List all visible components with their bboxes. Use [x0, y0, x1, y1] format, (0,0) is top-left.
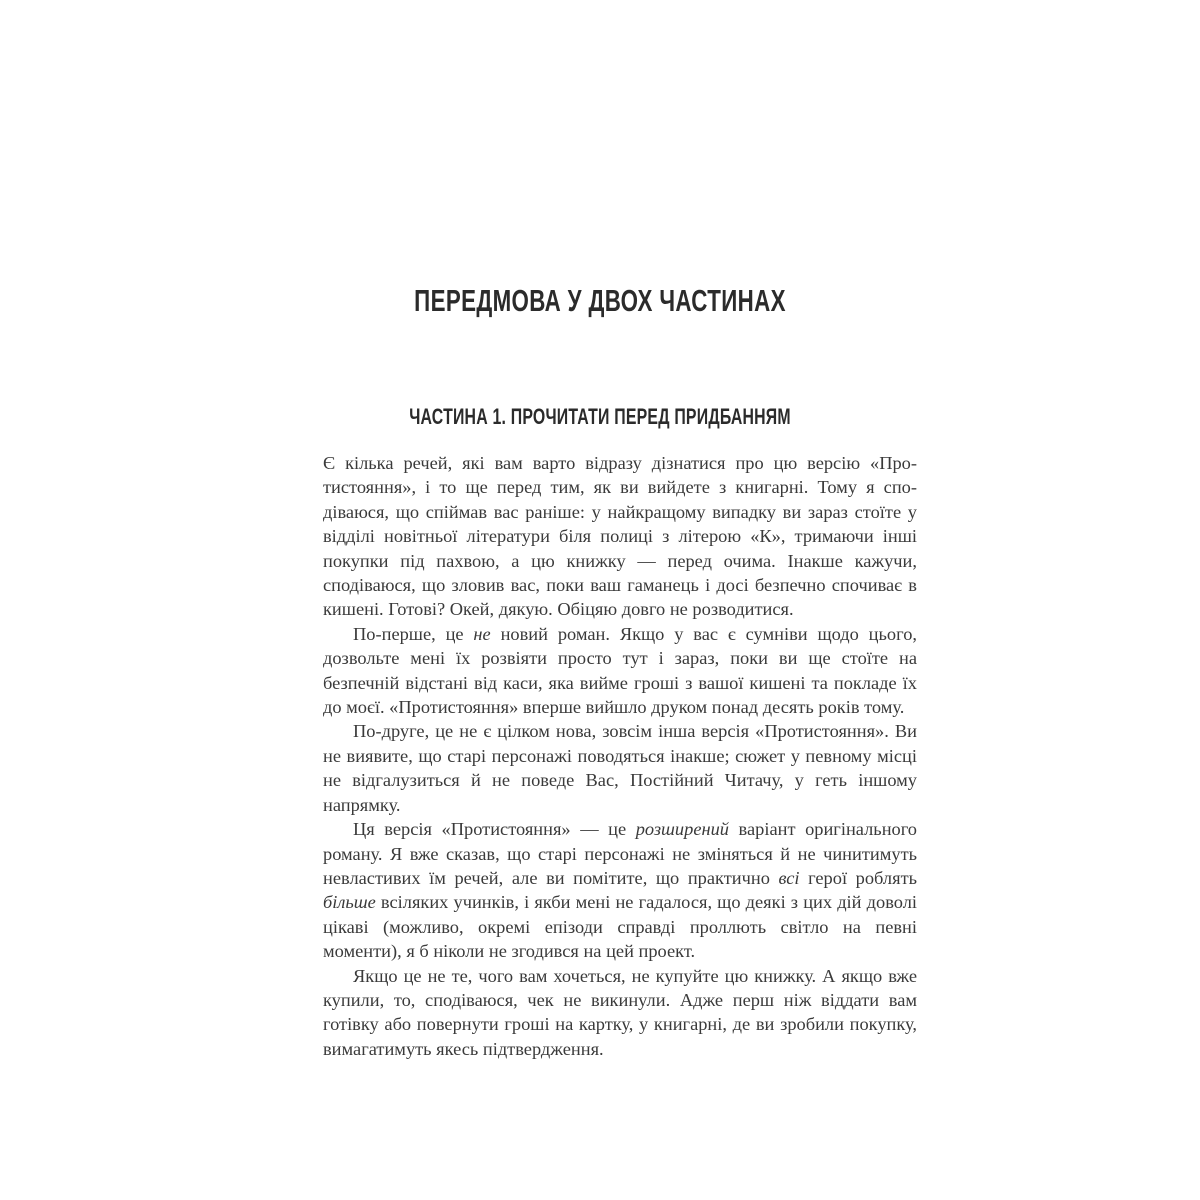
- paragraph-4-emphasis-2: всі: [778, 867, 800, 888]
- paragraph-2: [323, 622, 917, 720]
- preface-body: [323, 451, 917, 1061]
- preface-title: ПЕРЕДМОВА У ДВОХ ЧАСТИНАХ: [414, 283, 786, 318]
- paragraph-4-emphasis-1: розширений: [635, 819, 729, 840]
- paragraph-3: По-друге, це не є цілком нова, зовсім інша версія «Протистояння». Ви не виявите, що старі персонажі поводяться інакше; сюжет у певному місці не відгалузиться й не поведе Вас, Постійний Читачу, у геть іншому напрямку.: [323, 721, 917, 815]
- paragraph-2-text-b: новий роман. Якщо у вас є сумніви щодо цього, дозвольте мені їх розвіяти просто тут і зараз, поки ви ще стоїте на безпечній відстані від каси, яка вийме гроші з вашої кишені та покладе їх до моєї. «Протистояння» вперше вийшло друком понад десять років тому.: [323, 623, 917, 718]
- paragraph-4-text-b: варіант оригінального роману. Я вже сказав, що старі персонажі не зміняться й не чинитимуть невластивих їм речей, але ви помітите, що практично: [323, 819, 918, 888]
- paragraph-2-text-a: По-перше, це: [353, 623, 474, 644]
- paragraph-4-text-a: Ця версія «Протистояння» — це: [353, 819, 636, 840]
- paragraph-4-emphasis-3: більше: [323, 892, 376, 913]
- paragraph-2-emphasis: не: [473, 623, 491, 644]
- paragraph-1: Є кілька речей, які вам варто відразу дізнатися про цю версію «Протистояння», і то ще перед тим, як ви вийдете з книгарні. Тому я сподіваюся, що спіймав вас раніше: у найкращому випадку ви зараз стоїте у відділі новітньої літератури біля полиці з літерою «К», тримаючи інші покупки під пахвою, а цю книжку — перед очима. Інакше кажучи, сподіваюся, що зловив вас, поки ваш гаманець і досі безпечно спочиває в кишені. Готові? Окей, дякую. Обіцяю довго не розводитися.: [323, 453, 917, 620]
- paragraph-4: [323, 817, 917, 963]
- part-one-heading: ЧАСТИНА 1. ПРОЧИТАТИ ПЕРЕД ПРИДБАННЯМ: [409, 404, 791, 429]
- paragraph-4-text-d: всіляких учинків, і якби мені не гадалося, що деякі з цих дій доволі цікаві (можливо, окремі епізоди справді проллють світло на певні моменти), я б ніколи не згодився на цей проект.: [323, 892, 917, 962]
- paragraph-4-text-c: герої роблять: [799, 867, 917, 888]
- paragraph-5: Якщо це не те, чого вам хочеться, не купуйте цю книжку. А якщо вже купили, то, сподіваюся, чек не викинули. Адже перш ніж віддати вам готівку або повернути гроші на картку, у книгарні, де ви зробили покупку, вимагатимуть якесь підтвердження.: [323, 965, 917, 1059]
